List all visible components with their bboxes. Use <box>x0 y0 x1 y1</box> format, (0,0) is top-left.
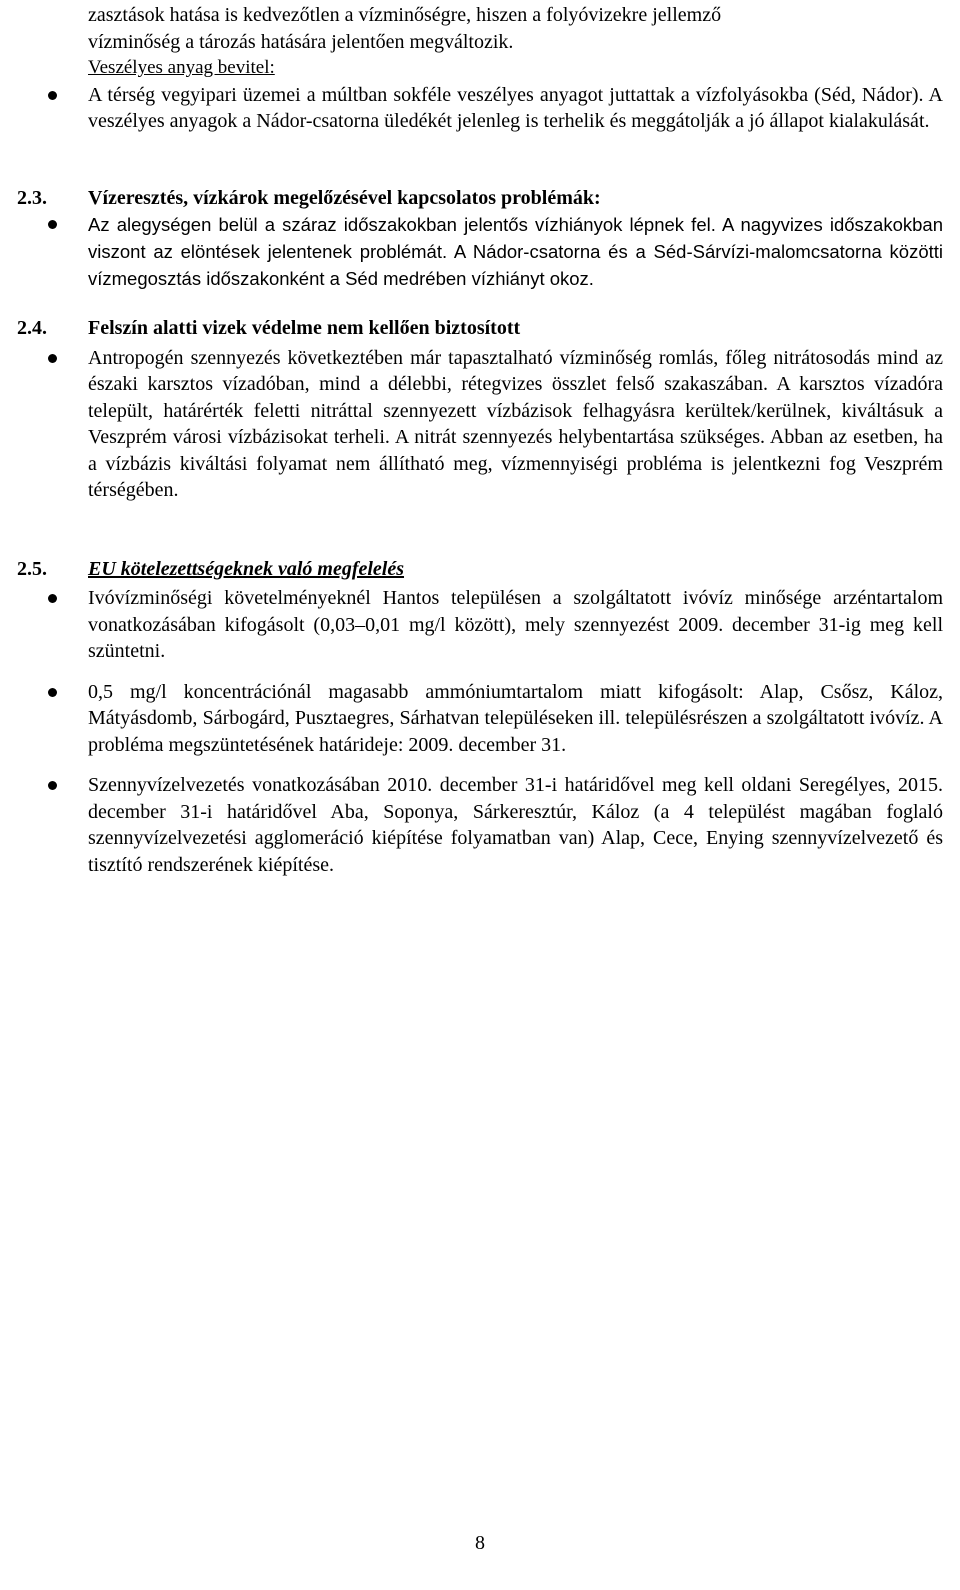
list-item <box>88 679 943 759</box>
section-title: Vízeresztés, vízkárok megelőzésével kapcsolatos problémák: <box>88 186 601 209</box>
list-item-text: 0,5 mg/l koncentrációnál magasabb ammóniumtartalom miatt kifogásolt: Alap, Csősz, Káloz, Mátyásdomb, Sárbogárd, Pusztaegres, Sárhatvan településeken ill. településrészen a szolgáltatott ivóvíz. A probléma megszüntetésének határideje: 2009. december 31. <box>88 680 943 756</box>
list-item <box>88 585 943 665</box>
bullet-icon <box>48 781 57 790</box>
document-page <box>17 2 943 878</box>
section-bullet-list <box>88 585 943 878</box>
section-2-5 <box>17 556 943 879</box>
section-number: 2.4. <box>17 317 47 339</box>
list-item-text: Az alegységen belül a száraz időszakokban jelentős vízhiányok lépnek fel. A nagyvizes időszakokban viszont az elöntések jelentenek problémát. A Nádor-csatorna és a Séd-Sárvízi-malomcsatorna közötti vízmegosztás időszakonként a Séd medrében vízhiányt okoz. <box>88 214 943 289</box>
intro-line-1: zasztások hatása is kedvezőtlen a vízminőségre, hiszen a folyóvizekre jellemző <box>88 4 722 26</box>
section-title: EU kötelezettségeknek való megfelelés <box>88 557 405 580</box>
bullet-icon <box>48 91 57 100</box>
section-heading <box>17 556 943 583</box>
intro-line-2: vízminőség a tározás hatására jelentően megváltozik. <box>88 30 514 53</box>
list-item <box>88 82 943 135</box>
list-item <box>88 211 943 292</box>
list-item <box>88 345 943 504</box>
bullet-icon <box>48 354 57 363</box>
page-number: 8 <box>475 1532 485 1554</box>
bullet-icon <box>48 688 57 697</box>
list-item <box>88 772 943 878</box>
list-item-text: Antropogén szennyezés következtében már tapasztalható vízminőség romlás, főleg nitrátosodás mind az északi karsztos vízadóban, mind a délebbi, rétegvizes összlet felső szakaszában. A karsztos vízadóra települt, határérték feletti nitráttal szennyezett vízbázisok felhagyásra kerültek/kerülnek, kiváltásuk a Veszprém városi vízbázisokat terheli. A nitrát szennyezés helybentartása szükséges. Abban az esetben, ha a vízbázis kiváltási folyamat nem állítható meg, vízmennyiségi probléma is jelentkezni fog Veszprém térségében. <box>88 346 943 501</box>
list-item-text: Ivóvízminőségi követelményeknél Hantos településen a szolgáltatott ivóvíz minősége arzéntartalom vonatkozásában kifogásolt (0,03–0,01 mg/l között), mely szennyezést 2009. december 31-ig meg kell szüntetni. <box>88 587 943 662</box>
section-2-3 <box>17 185 943 293</box>
section-title: Felszín alatti vizek védelme nem kellően biztosított <box>88 317 521 339</box>
section-heading <box>17 315 943 342</box>
section-bullet-list <box>88 345 943 504</box>
list-item-text: A térség vegyipari üzemei a múltban sokféle veszélyes anyagot juttattak a vízfolyásokba (Séd, Nádor). A veszélyes anyagok a Nádor-csatorna üledékét jelenleg is terhelik és meggátolják a jó állapot kialakulását. <box>88 83 943 132</box>
section-number: 2.5. <box>17 557 47 580</box>
section-heading <box>17 185 943 212</box>
section-2-4 <box>17 315 943 504</box>
hazardous-substance-label: Veszélyes anyag bevitel: <box>88 57 275 78</box>
bullet-icon <box>48 594 57 603</box>
section-bullet-list <box>88 211 943 292</box>
section-number: 2.3. <box>17 186 47 209</box>
list-item-text: Szennyvízelvezetés vonatkozásában 2010. december 31-i határidővel meg kell oldani Seregélyes, 2015. december 31-i határidővel Aba, Soponya, Sárkeresztúr, Káloz (a 4 települést magában foglaló szennyvízelvezetési agglomeráció kiépítése folyamatban van) Alap, Cece, Enying szennyvízelvezető és tisztító rendszerének kiépítése. <box>88 774 943 876</box>
intro-bullet-list <box>88 82 943 135</box>
bullet-icon <box>48 220 57 229</box>
